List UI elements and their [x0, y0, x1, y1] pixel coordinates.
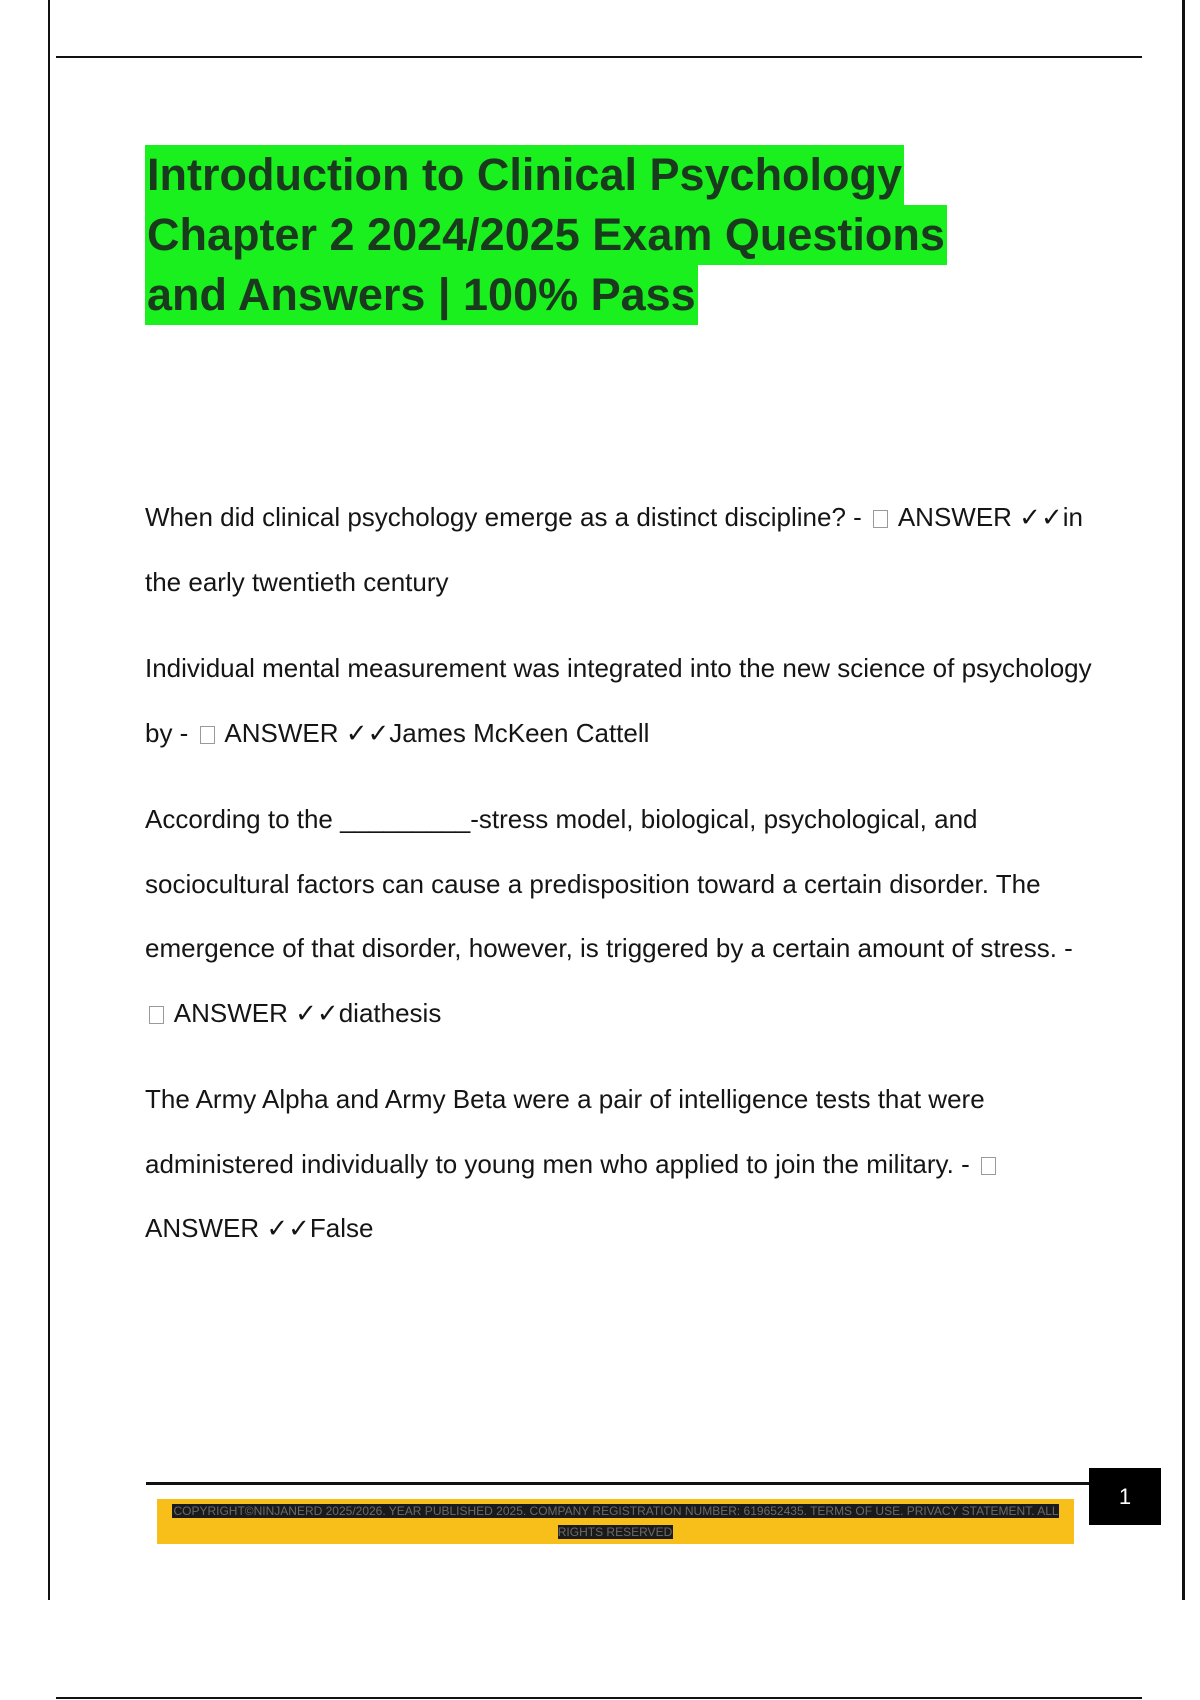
- answer-prefix: ANSWER ✓✓: [224, 717, 390, 748]
- checkbox-glyph-icon: [873, 510, 888, 528]
- title-line: Introduction to Clinical Psychology: [145, 145, 904, 205]
- question-item: [145, 636, 1100, 765]
- answer-text: False: [309, 1213, 374, 1243]
- question-item: [145, 485, 1100, 614]
- question-text: When did clinical psychology emerge as a distinct discipline? -: [145, 502, 862, 532]
- question-list: [145, 485, 1100, 1283]
- question-text: The Army Alpha and Army Beta were a pair of intelligence tests that were administered individually to young men who applied to join the military. -: [145, 1084, 985, 1179]
- answer-prefix: ANSWER ✓✓: [145, 1213, 310, 1243]
- answer-text: in the early twentieth century: [145, 502, 1083, 597]
- footer-rule: [146, 1482, 1091, 1485]
- answer-text: James McKeen Cattell: [389, 717, 650, 748]
- title-line: and Answers | 100% Pass: [145, 265, 698, 325]
- question-text: According to the _________-stress model, biological, psychological, and sociocultural factors can cause a predisposition toward a certain disorder. The emergence of that disorder, however, is triggered by a certain amount of stress. -: [145, 804, 1073, 963]
- question-text: Individual mental measurement was integrated into the new science of psychology by -: [145, 653, 1092, 748]
- answer-prefix: ANSWER ✓✓: [897, 502, 1063, 532]
- question-item: [145, 787, 1100, 1045]
- checkbox-glyph-icon: [149, 1006, 164, 1024]
- bottom-rule: [56, 1697, 1142, 1699]
- checkbox-glyph-icon: [981, 1157, 996, 1175]
- title-line: Chapter 2 2024/2025 Exam Questions: [145, 205, 947, 265]
- page-number: 1: [1089, 1468, 1161, 1525]
- copyright-notice: [170, 1501, 1061, 1543]
- question-item: [145, 1067, 1100, 1261]
- header-rule: [56, 56, 1142, 58]
- copyright-text: COPYRIGHT©NINJANERD 2025/2026. YEAR PUBLISHED 2025. COMPANY REGISTRATION NUMBER: 619652435. TERMS OF USE. PRIVACY STATEMENT. ALL RIGHTS RESERVED: [173, 1504, 1059, 1539]
- answer-text: diathesis: [338, 997, 442, 1028]
- answer-prefix: ANSWER ✓✓: [173, 997, 339, 1028]
- document-title: [145, 145, 1095, 325]
- checkbox-glyph-icon: [200, 726, 215, 744]
- page-frame-left: [48, 0, 50, 1600]
- page-frame-right: [1182, 0, 1185, 1600]
